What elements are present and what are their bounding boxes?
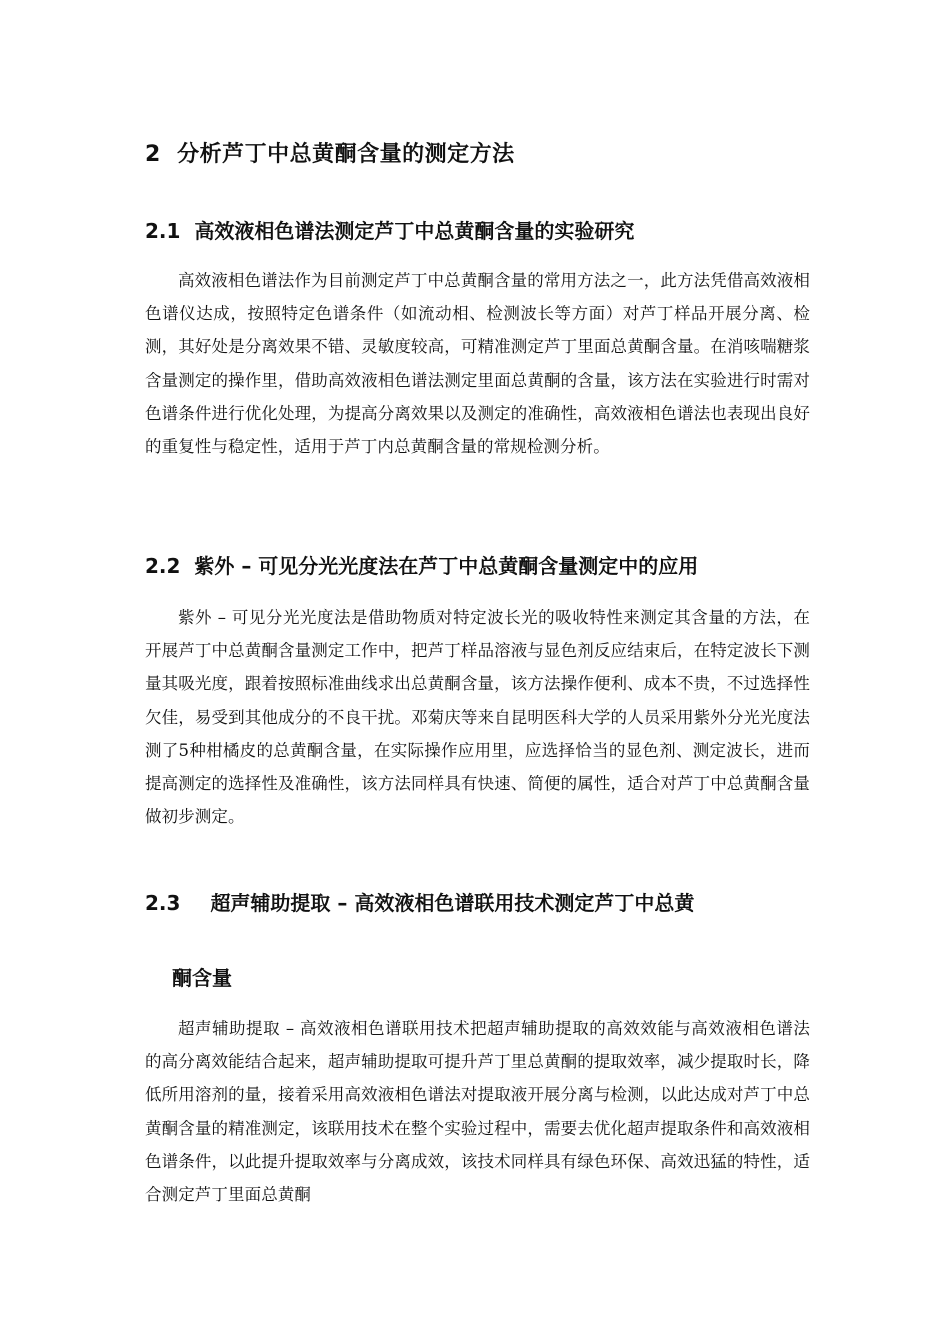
paragraph-text: 超声辅助提取 – 高效液相色谱联用技术把超声辅助提取的高效效能与高效液相色谱法的高分离效能结合起来，超声辅助提取可提升芦丁里总黄酮的提取效率，减少提取时长，降低所用溶剂的量，接着采用高效液相色谱法对提取液开展分离与检测，以此达成对芦丁中总黄酮含量的精准测定，该联用技术在整个实验过程中，需要去优化超声提取条件和高效液相色谱条件，以此提升提取效率与分离成效，该技术同样具有绿色环保、高效迅猛的特性，适合测定芦丁里面总黄酮: [145, 1019, 810, 1205]
subsection-title-line1: 超声辅助提取 – 高效液相色谱联用技术测定芦丁中总黄: [210, 891, 695, 915]
subsection-number: 2.3: [145, 891, 181, 915]
subsection-number: 2.2: [145, 554, 181, 578]
paragraph-2-3: [145, 1012, 810, 1211]
subsection-heading-2-2: [145, 551, 810, 581]
paragraph-text: 紫外 – 可见分光光度法是借助物质对特定波长光的吸收特性来测定其含量的方法，在开展芦丁中总黄酮含量测定工作中，把芦丁样品溶液与显色剂反应结束后，在特定波长下测量其吸光度，跟着按照标准曲线求出总黄酮含量，该方法操作便利、成本不贵，不过选择性欠佳，易受到其他成分的不良干扰。邓菊庆等来自昆明医科大学的人员采用紫外分光光度法测了5种柑橘皮的总黄酮含量，在实际操作应用里，应选择恰当的显色剂、测定波长，进而提高测定的选择性及准确性，该方法同样具有快速、简便的属性，适合对芦丁中总黄酮含量做初步测定。: [145, 608, 810, 827]
section-heading: [145, 140, 810, 170]
subsection-number: 2.1: [145, 219, 181, 243]
subsection-title-line2: 酮含量: [172, 966, 232, 990]
subsection-heading-2-1: [145, 216, 810, 246]
subsection-title: 紫外 – 可见分光光度法在芦丁中总黄酮含量测定中的应用: [194, 554, 699, 578]
paragraph-2-1: [145, 264, 810, 463]
section-title: 分析芦丁中总黄酮含量的测定方法: [177, 142, 515, 167]
paragraph-2-2: [145, 601, 810, 833]
section-number: 2: [145, 142, 161, 167]
paragraph-text: 高效液相色谱法作为目前测定芦丁中总黄酮含量的常用方法之一，此方法凭借高效液相色谱仪达成，按照特定色谱条件（如流动相、检测波长等方面）对芦丁样品开展分离、检测，其好处是分离效果不错、灵敏度较高，可精准测定芦丁里面总黄酮含量。在消咳喘糖浆含量测定的操作里，借助高效液相色谱法测定里面总黄酮的含量，该方法在实验进行时需对色谱条件进行优化处理，为提高分离效果以及测定的准确性，高效液相色谱法也表现出良好的重复性与稳定性，适用于芦丁内总黄酮含量的常规检测分析。: [145, 271, 810, 457]
subsection-title: 高效液相色谱法测定芦丁中总黄酮含量的实验研究: [194, 219, 635, 243]
subsection-heading-2-3: [145, 888, 810, 918]
